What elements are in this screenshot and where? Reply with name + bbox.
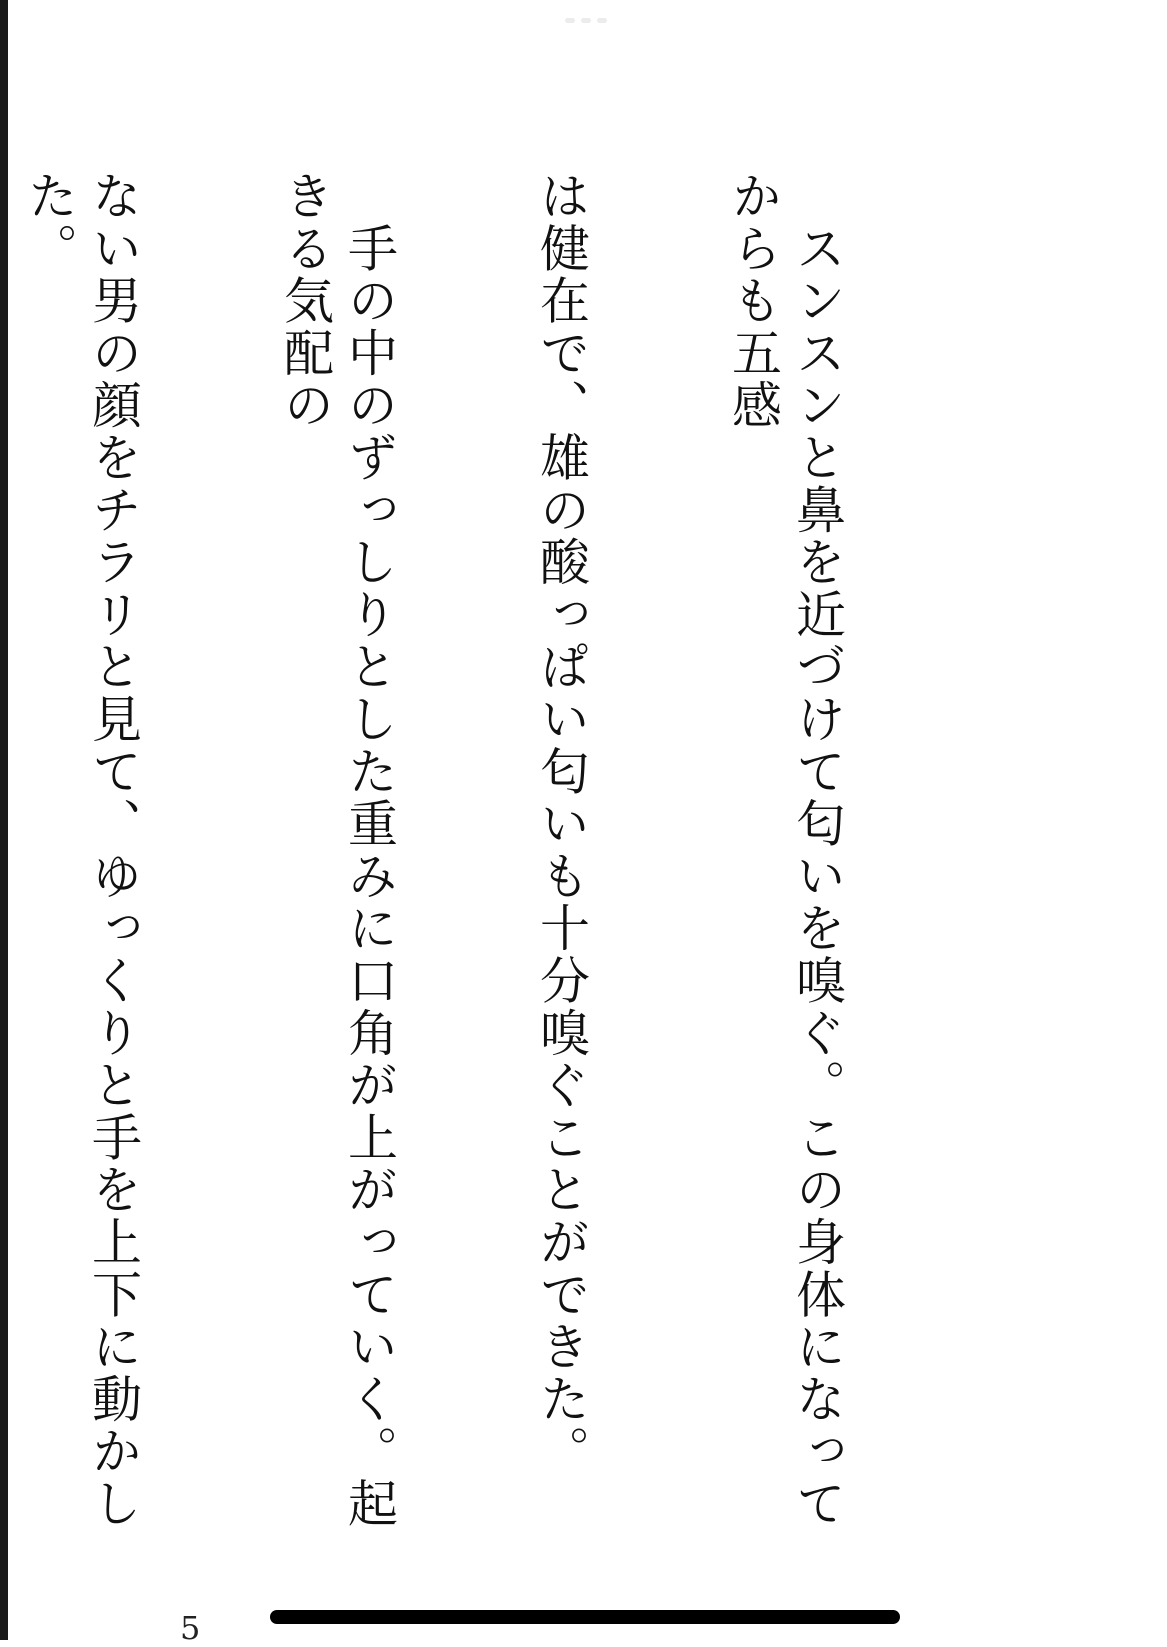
text-line: 手の中のずっしりとした重みに口角が上がっていく。起きる気配の bbox=[276, 170, 398, 1530]
indicator-dot bbox=[597, 18, 607, 23]
vertical-text-body bbox=[0, 170, 977, 1550]
text-line: は健在で、雄の酸っぱい匂いも十分嗅ぐことができた。 bbox=[532, 170, 590, 1478]
text-line: ない男の顔をチラリと見て、ゆっくりと手を上下に動かした。 bbox=[20, 170, 142, 1530]
top-indicator-dots bbox=[565, 18, 607, 23]
indicator-dot bbox=[581, 18, 591, 23]
home-indicator-bar[interactable] bbox=[270, 1610, 900, 1624]
indicator-dot bbox=[565, 18, 575, 23]
text-line: スンスンと鼻を近づけて匂いを嗅ぐ。この身体になってからも五感 bbox=[724, 170, 846, 1530]
page-number: 5 bbox=[180, 1609, 201, 1647]
